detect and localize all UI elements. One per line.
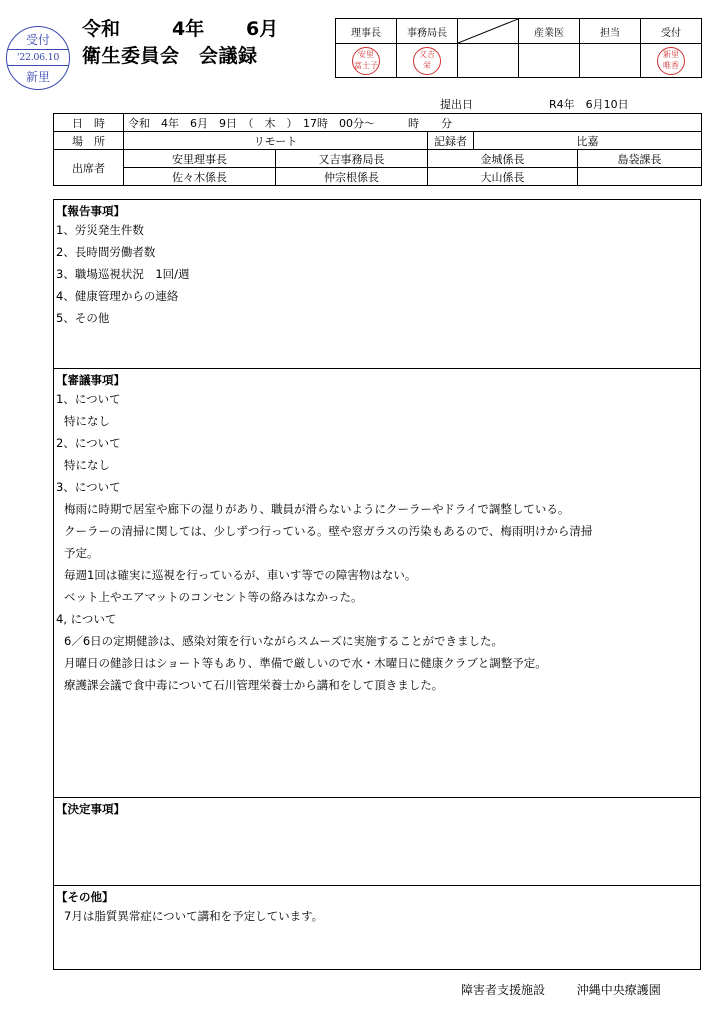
title-month: 6月 <box>246 18 279 40</box>
text-line: 予定。 <box>64 546 99 560</box>
place-label: 場 所 <box>54 132 124 150</box>
approval-seal-cell-secretary-general <box>397 44 458 78</box>
text-line: 3、職場巡視状況 1回/週 <box>56 267 190 281</box>
recorder-label: 記録者 <box>428 132 474 150</box>
text-line: 7月は脂質異常症について講和を予定しています。 <box>64 909 324 923</box>
decision-section-title: 【決定事項】 <box>56 802 125 816</box>
approval-seal-cell-blank <box>458 44 519 78</box>
text-line: 4、健康管理からの連絡 <box>56 289 179 303</box>
other-section-title: 【その他】 <box>56 890 114 904</box>
title-era: 令和 <box>82 18 121 40</box>
text-line: 療護課会議で食中毒について石川管理栄養士から講和をして頂きました。 <box>64 678 444 692</box>
attendee-cell: 島袋課長 <box>578 150 702 168</box>
place-value: リモート <box>124 132 428 150</box>
text-line: 4, について <box>56 612 117 626</box>
text-line: 毎週1回は確実に巡視を行っているが、車いす等での障害物はない。 <box>64 568 417 582</box>
decision-section <box>53 798 701 886</box>
approval-diagonal-cell <box>458 19 519 44</box>
approval-seal-cell-reception <box>641 44 702 78</box>
title-year: 4年 <box>172 18 205 40</box>
attendee-cell: 大山係長 <box>428 168 578 186</box>
approval-header-reception: 受付 <box>641 19 702 44</box>
attendee-cell: 佐々木係長 <box>124 168 276 186</box>
text-line: 3、について <box>56 480 121 494</box>
datetime-label: 日 時 <box>54 114 124 132</box>
text-line: 特になし <box>64 414 110 428</box>
facility-footer <box>461 981 661 998</box>
stamp-date: '22.06.10 <box>7 49 69 66</box>
approval-seal-cell-chairman <box>336 44 397 78</box>
submission-date-label: 提出日 <box>440 98 473 111</box>
text-line: 2、について <box>56 436 121 450</box>
text-line: 5、その他 <box>56 311 110 325</box>
deliberation-section-title: 【審議事項】 <box>56 373 125 387</box>
approval-header-secretary-general: 事務局長 <box>397 19 458 44</box>
attendee-cell: 仲宗根係長 <box>276 168 428 186</box>
attendee-cell: 安里理事長 <box>124 150 276 168</box>
approval-header-industrial-doctor: 産業医 <box>519 19 580 44</box>
stamp-top-text: 受付 <box>25 33 50 47</box>
text-line: 1、について <box>56 392 121 406</box>
document-title: 衛生委員会 会議録 <box>82 45 258 67</box>
text-line: 6／6日の定期健診は、感染対策を行いながらスムーズに実施することができました。 <box>64 634 503 648</box>
report-item-list <box>54 219 700 329</box>
datetime-value: 令和 4年 6月 9日 （ 木 ） 17時 00分～ 時 分 <box>124 114 702 132</box>
stamp-name: 新里 <box>25 70 50 84</box>
deliberation-section <box>53 369 701 798</box>
recorder-value: 比嘉 <box>474 132 702 150</box>
text-line: 月曜日の健診日はショート等もあり、準備で厳しいので水・木曜日に健康クラブと調整予定。 <box>64 656 547 670</box>
text-line: 特になし <box>64 458 110 472</box>
other-section <box>53 886 701 970</box>
text-line: 梅雨に時期で居室や廊下の湿りがあり、職員が滑らないようにクーラーやドライで調整している。 <box>64 502 570 516</box>
attendee-cell: 又吉事務局長 <box>276 150 428 168</box>
approval-header-in-charge: 担当 <box>580 19 641 44</box>
approval-seal-cell-in-charge <box>580 44 641 78</box>
meeting-info-table <box>53 113 702 186</box>
seal-reception: 新里 唯香 <box>657 47 685 75</box>
seal-secretary-general: 又吉 栄 <box>413 47 441 75</box>
text-line: 1、労災発生件数 <box>56 223 144 237</box>
approval-seal-cell-industrial-doctor <box>519 44 580 78</box>
reception-stamp <box>6 26 70 90</box>
diagonal-line <box>458 19 518 43</box>
report-section <box>53 199 701 369</box>
attendee-cell <box>578 168 702 186</box>
facility-name: 沖縄中央療護園 <box>576 983 661 997</box>
other-line-list <box>54 905 700 927</box>
attendees-label: 出席者 <box>54 150 124 186</box>
approval-header-chairman: 理事長 <box>336 19 397 44</box>
approval-table <box>335 18 702 78</box>
text-line: クーラーの清掃に関しては、少しずつ行っている。壁や窓ガラスの汚染もあるので、梅雨明けから清掃 <box>64 524 593 538</box>
deliberation-line-list <box>54 388 700 696</box>
text-line: ベット上やエアマットのコンセント等の絡みはなかった。 <box>64 590 363 604</box>
facility-type: 障害者支援施設 <box>461 983 546 997</box>
submission-date-value: R4年 6月10日 <box>549 98 629 111</box>
attendee-cell: 金城係長 <box>428 150 578 168</box>
seal-chairman: 安里 富士子 <box>352 47 380 75</box>
report-section-title: 【報告事項】 <box>56 204 125 218</box>
text-line: 2、長時間労働者数 <box>56 245 156 259</box>
